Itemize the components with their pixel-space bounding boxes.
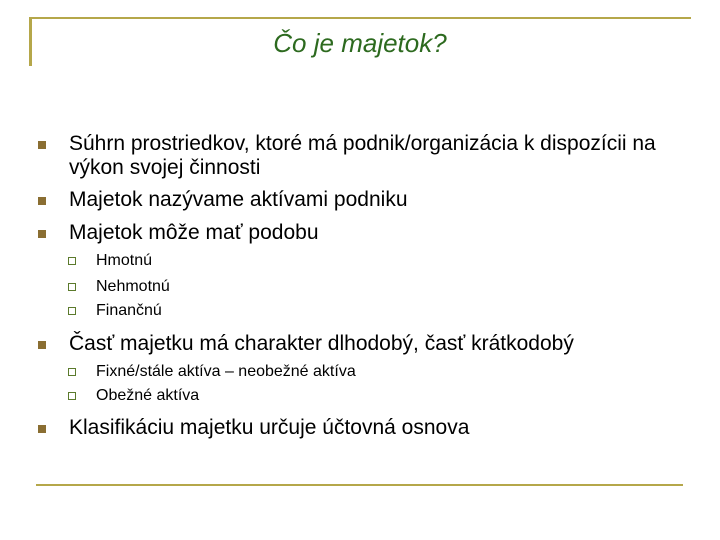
bullet-text: Majetok môže mať podobu: [69, 221, 319, 244]
filled-square-bullet-icon: [38, 425, 46, 433]
bullet-text: Hmotnú: [96, 252, 153, 269]
hollow-square-bullet-icon: [68, 392, 76, 400]
filled-square-bullet-icon: [38, 141, 46, 149]
bullet-text: Nehmotnú: [96, 278, 170, 295]
filled-square-bullet-icon: [38, 341, 46, 349]
hollow-square-bullet-icon: [68, 307, 76, 315]
filled-square-bullet-icon: [38, 230, 46, 238]
slide-title: Čo je majetok?: [273, 28, 447, 58]
hollow-square-bullet-icon: [68, 368, 76, 376]
hollow-square-bullet-icon: [68, 257, 76, 265]
slide-frame-bottom-rule: [36, 484, 683, 486]
bullet-text: Finančnú: [96, 302, 162, 319]
bullet-text: Súhrn prostriedkov, ktoré má podnik/organizácia k dispozícii na výkon svojej činnosti: [69, 132, 656, 179]
hollow-square-bullet-icon: [68, 283, 76, 291]
bullet-text: Klasifikáciu majetku určuje účtovná osnova: [69, 416, 470, 439]
bullet-text: Majetok nazývame aktívami podniku: [69, 188, 408, 211]
bullet-text: Fixné/stále aktíva – neobežné aktíva: [96, 363, 356, 380]
bullet-text: Časť majetku má charakter dlhodobý, časť krátkodobý: [69, 332, 574, 355]
filled-square-bullet-icon: [38, 197, 46, 205]
bullet-text: Obežné aktíva: [96, 387, 200, 404]
